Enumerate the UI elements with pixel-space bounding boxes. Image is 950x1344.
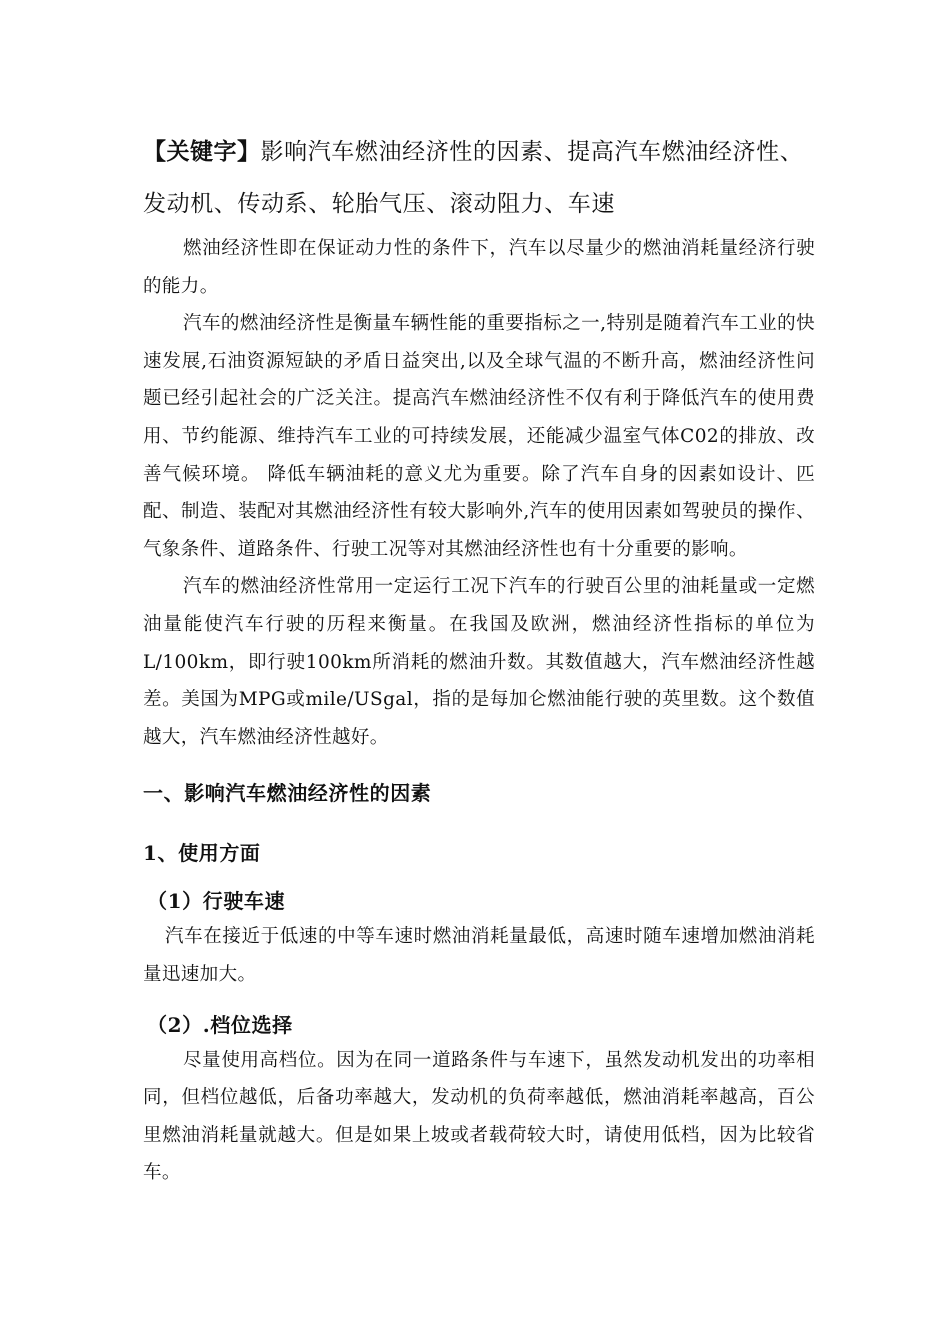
section-heading-factors: 一、影响汽车燃油经济性的因素 — [143, 781, 432, 806]
item-heading-speed: （1）行驶车速 — [147, 889, 286, 914]
keywords-paragraph — [143, 126, 815, 230]
item-text-speed: 汽车在接近于低速的中等车速时燃油消耗量最低，高速时随车速增加燃油消耗量迅速加大。 — [143, 926, 815, 985]
paragraph-measurement: 汽车的燃油经济性常用一定运行工况下汽车的行驶百公里的油耗量或一定燃油量能使汽车行驶的历程来衡量。在我国及欧洲，燃油经济性指标的单位为L/100km，即行驶100km所消耗的燃油升数。其数值越大，汽车燃油经济性越差。美国为MPG或mile/USgal，指的是每加仑燃油能行驶的英里数。这个数值越大，汽车燃油经济性越好。 — [143, 576, 815, 748]
item-text-gear: 尽量使用高档位。因为在同一道路条件与车速下，虽然发动机发出的功率相同，但档位越低，后备功率越大，发动机的负荷率越低，燃油消耗率越高，百公里燃油消耗量就越大。但是如果上坡或者载荷较大时，请使用低档，因为比较省车。 — [143, 1049, 815, 1184]
subsection-heading-usage: 1、使用方面 — [143, 841, 261, 866]
item-heading-gear: （2）.档位选择 — [147, 1012, 293, 1037]
keywords-label: 【关键字】 — [143, 139, 261, 165]
keywords-text: 影响汽车燃油经济性的因素、提高汽车燃油经济性、发动机、传动系、轮胎气压、滚动阻力、车速 — [143, 139, 804, 217]
paragraph-importance: 汽车的燃油经济性是衡量车辆性能的重要指标之一,特别是随着汽车工业的快速发展,石油资源短缺的矛盾日益突出,以及全球气温的不断升高，燃油经济性问题已经引起社会的广泛关注。提高汽车燃油经济性不仅有利于降低汽车的使用费用、节约能源、维持汽车工业的可持续发展，还能减少温室气体C02的排放、改善气候环境。 降低车辆油耗的意义尤为重要。除了汽车自身的因素如设计、匹配、制造、装配对其燃油经济性有较大影响外,汽车的使用因素如驾驶员的操作、气象条件、道路条件、行驶工况等对其燃油经济性也有十分重要的影响。 — [143, 313, 815, 560]
paragraph-definition: 燃油经济性即在保证动力性的条件下，汽车以尽量少的燃油消耗量经济行驶的能力。 — [143, 238, 815, 297]
document-page — [143, 126, 815, 1192]
